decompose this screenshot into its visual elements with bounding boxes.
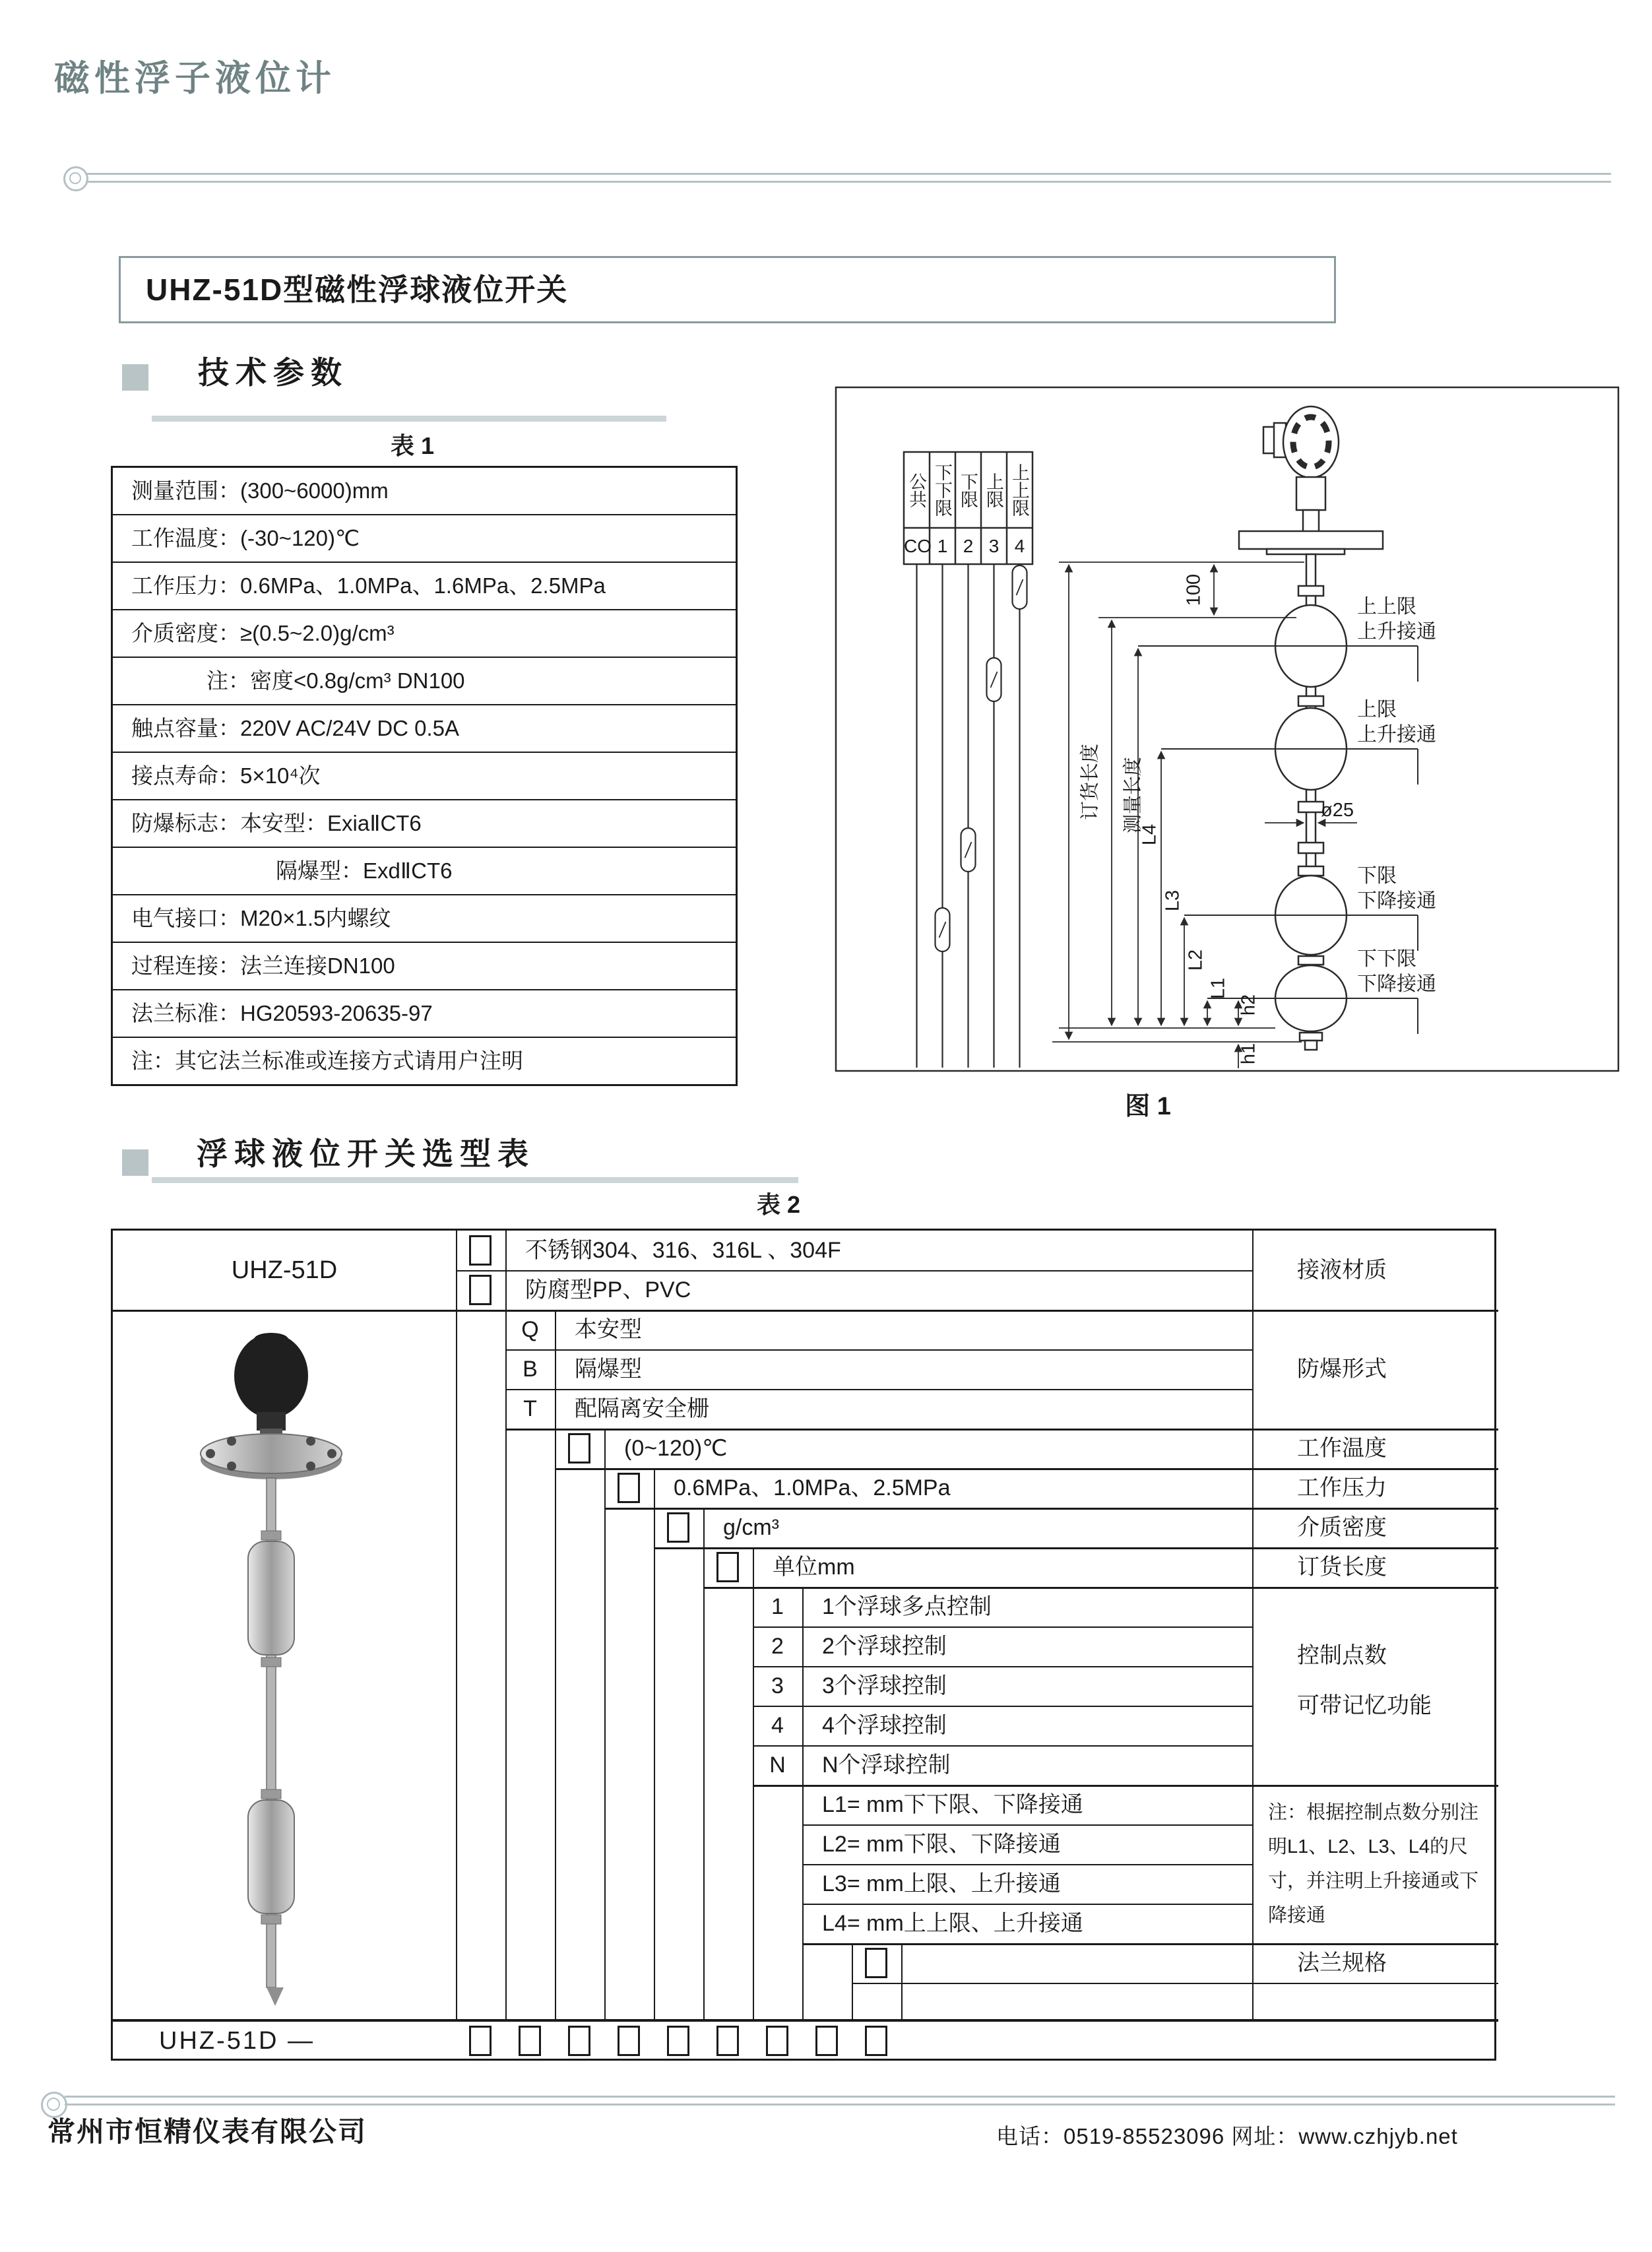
table-row	[113, 848, 736, 895]
category-label-length: 订货长度	[1297, 1555, 1387, 1580]
ldim-text: L2= mm下限、下降接通	[822, 1832, 1061, 1857]
dim-label-L4: L4	[1139, 823, 1160, 846]
float-label-line2: 下降接通	[1357, 890, 1436, 912]
figure-caption: 图 1	[1125, 1093, 1171, 1120]
header-ring-inner-icon	[69, 172, 81, 184]
table-row	[113, 1038, 736, 1084]
option-text: 隔爆型	[575, 1357, 642, 1382]
junction-head	[1263, 406, 1339, 532]
dim-label-order-length: 订货长度	[1079, 743, 1101, 821]
material-option-checkbox	[469, 1235, 492, 1266]
table1-caption: 表 1	[390, 432, 435, 459]
label-line2: 可带记忆功能	[1297, 1693, 1432, 1718]
row-text: 工作温度：(-30~120)℃	[131, 526, 360, 550]
table-row	[113, 943, 736, 990]
product-title-box	[119, 256, 1336, 323]
table2-caption: 表 2	[756, 1191, 801, 1218]
row-text: 法兰标准：HG20593-20635-97	[131, 1001, 433, 1025]
table1-technical-parameters	[111, 466, 738, 1086]
category-label-control-points	[1252, 1587, 1498, 1785]
option-text: 配隔离安全栅	[575, 1396, 709, 1421]
product-photo	[129, 1320, 439, 2016]
product-title: UHZ-51D型磁性浮球液位开关	[146, 273, 569, 307]
category-label-density: 介质密度	[1297, 1515, 1387, 1540]
float-label-line2: 上升接通	[1357, 621, 1436, 643]
material-option-text: 不锈钢304、316、316L 、304F	[525, 1238, 841, 1263]
category-label-temperature: 工作温度	[1297, 1436, 1387, 1461]
float-label-line2: 上升接通	[1357, 724, 1436, 746]
terminal-header: 下限	[958, 472, 978, 508]
option-text: 3个浮球控制	[822, 1673, 947, 1698]
section1-underline	[152, 416, 666, 422]
footer-rule-bottom	[65, 2104, 1615, 2106]
float-label-line1: 下限	[1357, 865, 1397, 887]
option-code: 4	[771, 1713, 784, 1738]
length-text: 单位mm	[773, 1555, 855, 1580]
table-row	[113, 753, 736, 800]
option-code: 3	[771, 1673, 784, 1698]
flange-checkbox	[865, 1948, 887, 1978]
order-code-box	[815, 2026, 838, 2056]
row-text: 接点寿命：5×10⁴次	[131, 763, 321, 788]
footer-rule-top	[65, 2096, 1615, 2098]
material-option-checkbox	[469, 1275, 492, 1305]
footer-ring-inner-icon	[47, 2098, 60, 2111]
float-label-line1: 上限	[1357, 699, 1397, 721]
float-label-lower-lower	[1357, 947, 1436, 997]
row-text: 防爆标志：本安型：ExiaⅡCT6	[131, 811, 422, 835]
terminal-code: 2	[963, 536, 974, 556]
row-text: 触点容量：220V AC/24V DC 0.5A	[131, 716, 460, 740]
pressure-checkbox	[618, 1473, 640, 1503]
option-code: T	[523, 1396, 537, 1421]
section2-title: 浮球液位开关选型表	[197, 1136, 535, 1171]
category-label-explosion: 防爆形式	[1297, 1357, 1387, 1382]
material-option-text: 防腐型PP、PVC	[525, 1277, 691, 1303]
float-label-line1: 上上限	[1357, 596, 1416, 618]
option-text: 本安型	[575, 1317, 642, 1342]
table-row	[113, 895, 736, 943]
length-checkbox	[716, 1552, 739, 1582]
dim-label-L1: L1	[1207, 977, 1229, 1000]
density-checkbox	[667, 1512, 689, 1543]
bottom-model-code: UHZ-51D —	[159, 2027, 315, 2055]
row-text: 电气接口：M20×1.5内螺纹	[131, 906, 391, 930]
section1-title: 技术参数	[198, 355, 348, 390]
option-text: 4个浮球控制	[822, 1713, 947, 1738]
section2-underline	[152, 1177, 798, 1183]
float-label-lower	[1357, 864, 1436, 914]
terminal-header: 公共	[906, 472, 926, 508]
table-row	[113, 515, 736, 563]
category-label-material: 接液材质	[1297, 1258, 1387, 1283]
option-code: 1	[771, 1594, 784, 1619]
footer-contact: 电话：0519-85523096 网址：www.czhjyb.net	[996, 2124, 1458, 2148]
terminal-header: 上上限	[1009, 463, 1029, 517]
option-code: 2	[771, 1634, 784, 1659]
order-code-box	[568, 2026, 590, 2056]
terminal-code: 4	[1014, 536, 1025, 556]
dim-label-L3: L3	[1162, 889, 1184, 912]
row-text: 工作压力：0.6MPa、1.0MPa、1.6MPa、2.5MPa	[131, 573, 606, 598]
row-text: 过程连接：法兰连接DN100	[131, 953, 395, 978]
density-text: g/cm³	[723, 1515, 779, 1540]
float-label-upper-upper	[1357, 595, 1436, 645]
category-label-pressure: 工作压力	[1297, 1475, 1387, 1500]
temperature-checkbox	[568, 1433, 590, 1464]
float-label-line1: 下下限	[1357, 948, 1416, 970]
terminal-code: CO	[904, 536, 932, 556]
option-text: N个浮球控制	[822, 1753, 951, 1778]
order-code-box	[865, 2026, 887, 2056]
order-code-box	[618, 2026, 640, 2056]
table-row	[113, 610, 736, 658]
order-code-box	[667, 2026, 689, 2056]
order-code-box	[469, 2026, 492, 2056]
table-row	[113, 990, 736, 1038]
order-code-box	[519, 2026, 541, 2056]
dim-label-h1: h1	[1238, 1043, 1259, 1065]
table-row	[113, 705, 736, 753]
model-cell: UHZ-51D	[231, 1256, 338, 1284]
dim-label-L2: L2	[1185, 949, 1207, 971]
temperature-text: (0~120)℃	[624, 1436, 728, 1461]
header-rule-top	[86, 173, 1611, 175]
ldim-text: L1= mm下下限、下降接通	[822, 1792, 1083, 1817]
table-row	[113, 563, 736, 610]
ldim-text: L4= mm上上限、上升接通	[822, 1911, 1083, 1936]
section1-bullet-icon	[122, 364, 148, 391]
table-row	[113, 658, 736, 705]
footer-company: 常州市恒精仪表有限公司	[48, 2116, 367, 2147]
category-label-flange: 法兰规格	[1297, 1950, 1387, 1976]
option-code: B	[523, 1357, 538, 1382]
dim-label-100: 100	[1183, 573, 1205, 606]
row-text: 介质密度：≥(0.5~2.0)g/cm³	[131, 621, 395, 645]
option-code: Q	[521, 1317, 539, 1342]
pressure-text: 0.6MPa、1.0MPa、2.5MPa	[674, 1475, 951, 1500]
terminal-code: 3	[988, 536, 1000, 556]
float-label-upper	[1357, 697, 1436, 748]
category-note: 注：根据控制点数分别注明L1、L2、L3、L4的尺寸，并注明上升接通或下降接通	[1268, 1802, 1479, 1926]
rod-diameter-label: ø25	[1321, 800, 1354, 821]
terminal-header: 下下限	[932, 463, 952, 517]
option-text: 1个浮球多点控制	[822, 1594, 992, 1619]
option-code: N	[769, 1753, 786, 1778]
option-text: 2个浮球控制	[822, 1634, 947, 1659]
dim-label-measure-length: 测量长度	[1122, 756, 1144, 834]
terminal-code: 1	[937, 536, 948, 556]
float-label-line2: 下降接通	[1357, 973, 1436, 995]
section2-bullet-icon	[122, 1149, 148, 1176]
order-code-box	[766, 2026, 788, 2056]
table2-model-selection	[111, 1229, 1496, 2061]
row-text: 测量范围：(300~6000)mm	[131, 478, 389, 503]
order-code-box	[716, 2026, 739, 2056]
wires	[917, 564, 1020, 1068]
label-line1: 控制点数	[1297, 1643, 1387, 1668]
table-row	[113, 800, 736, 848]
reed-switches	[936, 565, 1027, 951]
header-rule-bottom	[86, 181, 1611, 183]
table-row	[113, 468, 736, 515]
row-text: 注：其它法兰标准或连接方式请用户注明	[131, 1048, 523, 1073]
terminal-header: 上限	[984, 472, 1003, 508]
dim-label-h2: h2	[1238, 994, 1259, 1016]
page-title: 磁性浮子液位计	[54, 59, 336, 98]
ldim-text: L3= mm上限、上升接通	[822, 1871, 1061, 1896]
flange	[1239, 531, 1383, 554]
row-text: 隔爆型：ExdⅡCT6	[276, 858, 453, 883]
row-text: 注：密度<0.8g/cm³ DN100	[206, 668, 465, 693]
